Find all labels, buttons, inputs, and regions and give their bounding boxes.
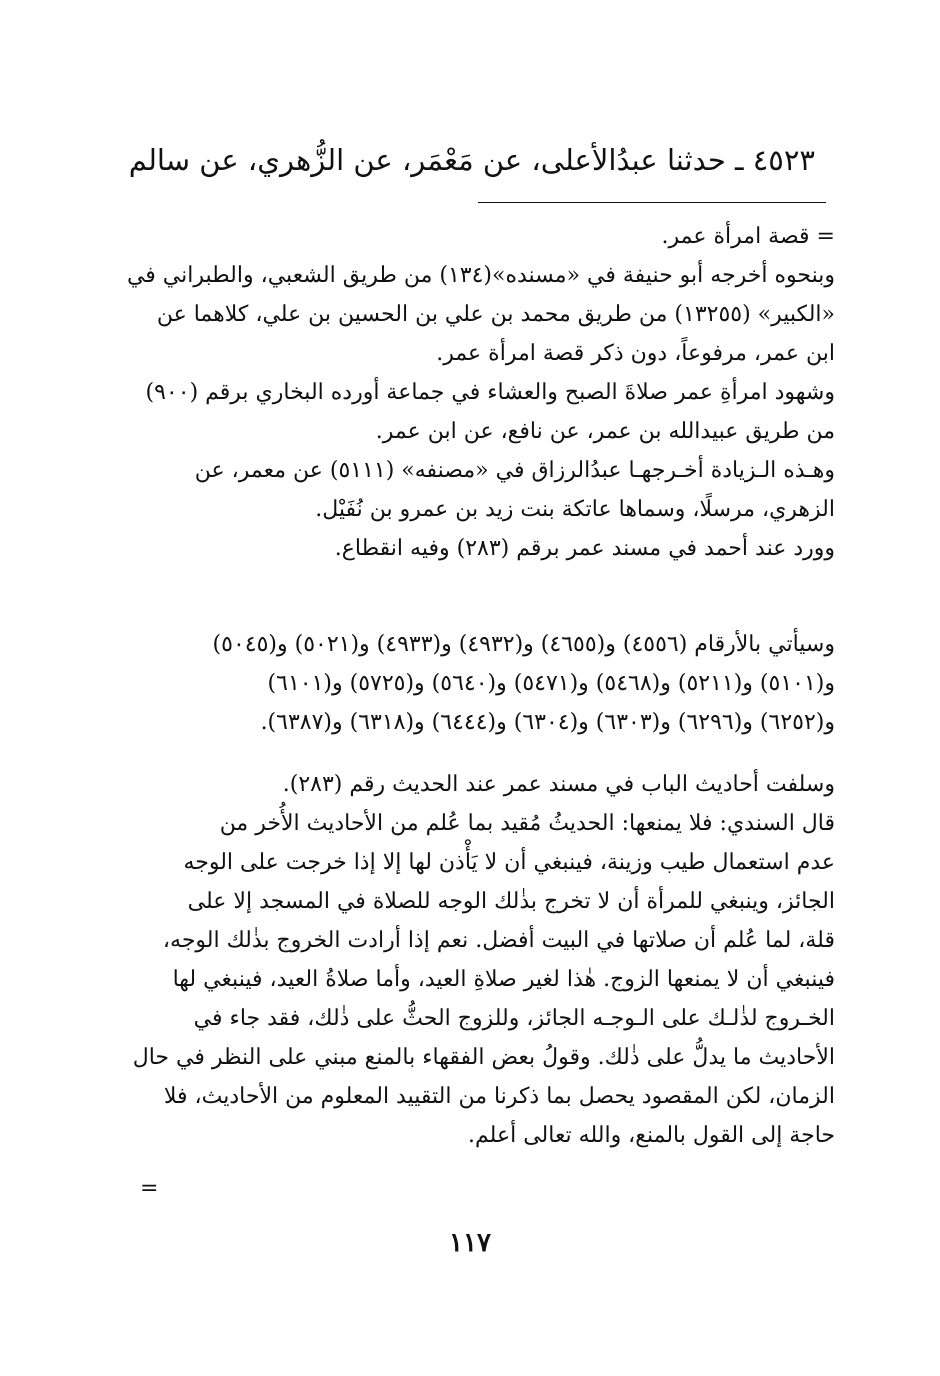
continuation-mark: =	[140, 1176, 159, 1201]
footnote-line: الخـروج لذٰلـك على الـوجـه الجائز، وللزوج الحثُّ على ذٰلك، فقد جاء في	[193, 1006, 835, 1031]
footnote-line: = قصة امرأة عمر.	[661, 224, 835, 249]
hadith-heading: ٤٥٢٣ ـ حدثنا عبدُالأعلى، عن مَعْمَر، عن الزُّهري، عن سالم	[128, 143, 815, 177]
footnote-line: وسيأتي بالأرقام (٤٥٥٦) و(٤٦٥٥) و(٤٩٣٢) و(٤٩٣٣) و(٥٠٢١) و(٥٠٤٥)	[212, 632, 835, 657]
footnote-line: وورد عند أحمد في مسند عمر برقم (٢٨٣) وفيه انقطاع.	[334, 536, 835, 561]
footnote-line: ابن عمر، مرفوعاً، دون ذكر قصة امرأة عمر.	[436, 341, 835, 366]
footnote-line: عدم استعمال طيب وزينة، فينبغي أن لا يَأْذن لها إلا إذا خرجت على الوجه	[183, 850, 835, 875]
footnote-line: من طريق عبيدالله بن عمر، عن نافع، عن ابن عمر.	[375, 419, 835, 444]
footnote-line: وهـذه الـزيادة أخـرجهـا عبدُالرزاق في «مصنفه» (٥١١١) عن معمر، عن	[194, 458, 835, 483]
footnote-line: الجائز، وينبغي للمرأة أن لا تخرج بذٰلك الوجه للصلاة في المسجد إلا على	[187, 889, 835, 914]
footnote-line: الأحاديث ما يدلُّ على ذٰلك. وقولُ بعض الفقهاء بالمنع مبني على النظر في حال	[132, 1045, 835, 1070]
footnote-line: فينبغي أن لا يمنعها الزوج. هٰذا لغير صلاةِ العيد، وأما صلاةُ العيد، فينبغي لها	[172, 967, 835, 992]
footnote-line: وشهود امرأةِ عمر صلاةَ الصبح والعشاء في جماعة أورده البخاري برقم (٩٠٠)	[145, 380, 835, 405]
footnotes-block-2	[125, 625, 835, 742]
page-number: ١١٧	[449, 1228, 491, 1258]
footnote-line: الزمان، لكن المقصود يحصل بما ذكرنا من التقييد المعلوم من الأحاديث، فلا	[163, 1084, 835, 1109]
footnote-line: و(٦٢٥٢) و(٦٢٩٦) و(٦٣٠٣) و(٦٣٠٤) و(٦٤٤٤) و(٦٣١٨) و(٦٣٨٧).	[260, 710, 835, 735]
footnote-line: «الكبير» (١٣٢٥٥) من طريق محمد بن علي بن الحسين بن علي، كلاهما عن	[156, 302, 835, 327]
footnote-line: و(٥١٠١) و(٥٢١١) و(٥٤٦٨) و(٥٤٧١) و(٥٦٤٠) و(٥٧٢٥) و(٦١٠١)	[267, 671, 835, 696]
footnote-line: الزهري، مرسلًا، وسماها عاتكة بنت زيد بن عمرو بن نُفَيْل.	[315, 497, 835, 522]
footnote-separator-rule	[478, 202, 826, 203]
footnote-line: قال السندي: فلا يمنعها: الحديثُ مُقيد بما عُلم من الأحاديث الأُخر من	[219, 811, 835, 836]
footnotes-block-3	[125, 765, 835, 1155]
footnote-line: قلة، لما عُلم أن صلاتها في البيت أفضل. نعم إذا أرادت الخروج بذٰلك الوجه،	[162, 928, 835, 953]
footnotes-block-1	[125, 217, 835, 568]
footnote-line: حاجة إلى القول بالمنع، والله تعالى أعلم.	[468, 1123, 835, 1148]
footnote-line: وسلفت أحاديث الباب في مسند عمر عند الحديث رقم (٢٨٣).	[282, 772, 835, 797]
footnote-line: وبنحوه أخرجه أبو حنيفة في «مسنده»(١٣٤) من طريق الشعبي، والطبراني في	[126, 263, 835, 288]
